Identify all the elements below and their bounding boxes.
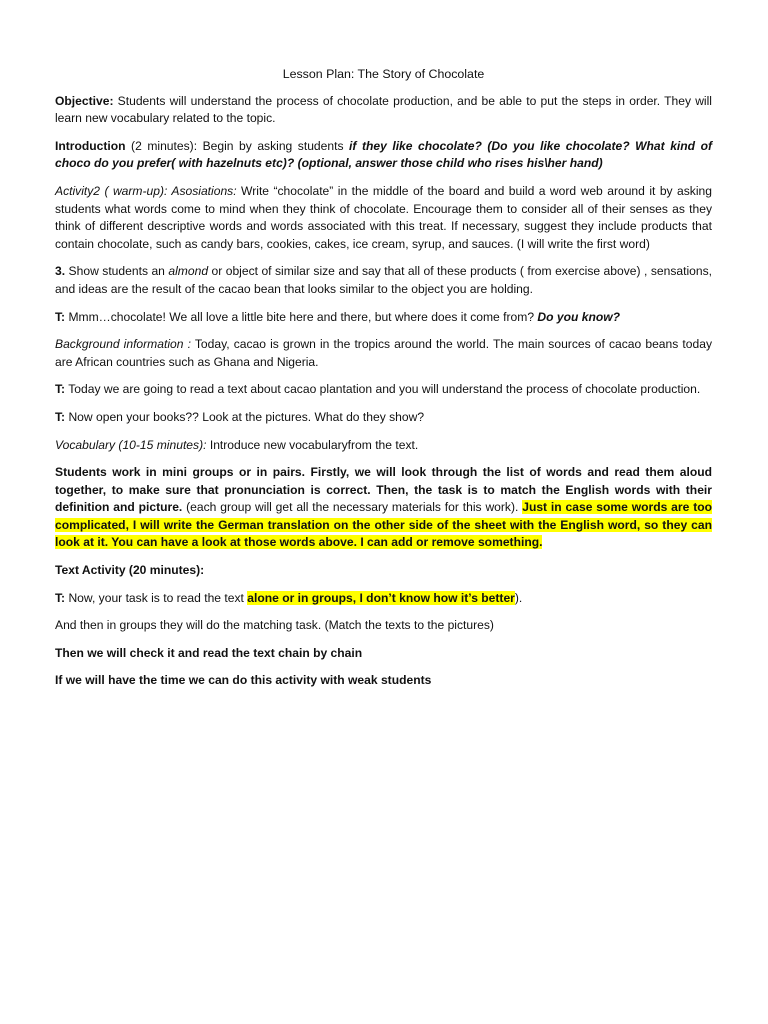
text-activity-heading: Text Activity (20 minutes): (55, 563, 205, 578)
teacher1-emph: Do you know? (537, 309, 621, 324)
background-paragraph (55, 336, 712, 371)
step3-text-b: or object of similar size and say that all of these products ( from exercise above) , sensations, and ideas are the result of the cacao bean that looks similar to the object you are holding. (55, 264, 712, 296)
step3-paragraph (55, 263, 712, 298)
vocabulary-label: Vocabulary (10-15 minutes): (55, 437, 207, 452)
teacher3-paragraph (55, 409, 712, 427)
page-title: Lesson Plan: The Story of Chocolate (282, 67, 485, 81)
teacher1-paragraph (55, 309, 712, 327)
weak-students-paragraph: If we will have the time we can do this activity with weak students (55, 673, 432, 688)
step3-number: 3. (55, 264, 66, 279)
vocabulary-text: Introduce new vocabularyfrom the text. (206, 437, 419, 452)
groups-text: Students work in mini groups or in pairs. Firstly, we will look through the list of words and read them aloud together, to make sure that pronunciation is correct. Then, the task is to match the English words with their definition and picture. (55, 465, 712, 515)
groups-highlight: Just in case some words are too complicated, I will write the German translation on the other side of the sheet with the English word, so they can look at it. You can have a look at those words above. I can add or remove something. (55, 500, 712, 550)
activity2-label: Activity2 ( warm-up): Asosiations: (55, 183, 237, 198)
document-page (55, 66, 712, 700)
check-paragraph: Then we will check it and read the text chain by chain (55, 645, 363, 660)
introduction-paragraph (55, 138, 712, 173)
teacher4-highlight: alone or in groups, I don’t know how it’s better (247, 590, 515, 605)
teacher4-paragraph (55, 590, 712, 608)
objective-paragraph (55, 93, 712, 128)
objective-label: Objective: (55, 93, 114, 108)
groups-paragraph (55, 464, 712, 552)
teacher4-text: Now, your task is to read the text (65, 590, 248, 605)
activity2-text: Write “chocolate” in the middle of the board and build a word web around it by asking students what words come to mind when they think of chocolate. Encourage them to consider all of their senses as they think of different descriptive words and words associated with this treat. If necessary, suggest they include products that contain chocolate, such as candy bars, cookies, cakes, ice cream, syrup, and sauces. (I will write the first word) (55, 183, 712, 251)
background-label: Background information : (55, 337, 191, 352)
background-text: Today, cacao is grown in the tropics around the world. The main sources of cacao beans today are African countries such as Ghana and Nigeria. (55, 337, 713, 369)
introduction-label: Introduction (55, 138, 126, 153)
teacher2-text: Today we are going to read a text about cacao plantation and you will understand the process of chocolate production. (65, 382, 701, 397)
teacher3-text: Now open your books?? Look at the pictures. What do they show? (65, 409, 425, 424)
vocabulary-paragraph (55, 437, 712, 455)
introduction-text: (2 minutes): Begin by asking students (125, 138, 350, 153)
teacher1-text: Mmm…chocolate! We all love a little bite here and there, but where does it come from? (65, 309, 538, 324)
teacher1-label: T: (55, 309, 66, 324)
matching-paragraph: And then in groups they will do the matching task. (Match the texts to the pictures) (55, 618, 494, 633)
groups-normal: (each group will get all the necessary materials for this work). (182, 500, 523, 515)
step3-text-a: Show students an (65, 264, 169, 279)
teacher4-label: T: (55, 590, 66, 605)
objective-text: Students will understand the process of chocolate production, and be able to put the steps in order. They will learn new vocabulary related to the topic. (55, 93, 712, 126)
introduction-question: if they like chocolate? (Do you like chocolate? What kind of choco do you prefer( with hazelnuts etc)? (optional, answer those child who rises his\her hand) (55, 138, 713, 171)
teacher2-label: T: (55, 382, 66, 397)
teacher2-paragraph (55, 381, 712, 399)
teacher4-end: ). (514, 590, 523, 605)
activity2-paragraph (55, 183, 712, 253)
teacher3-label: T: (55, 409, 66, 424)
step3-almond: almond (168, 264, 209, 279)
